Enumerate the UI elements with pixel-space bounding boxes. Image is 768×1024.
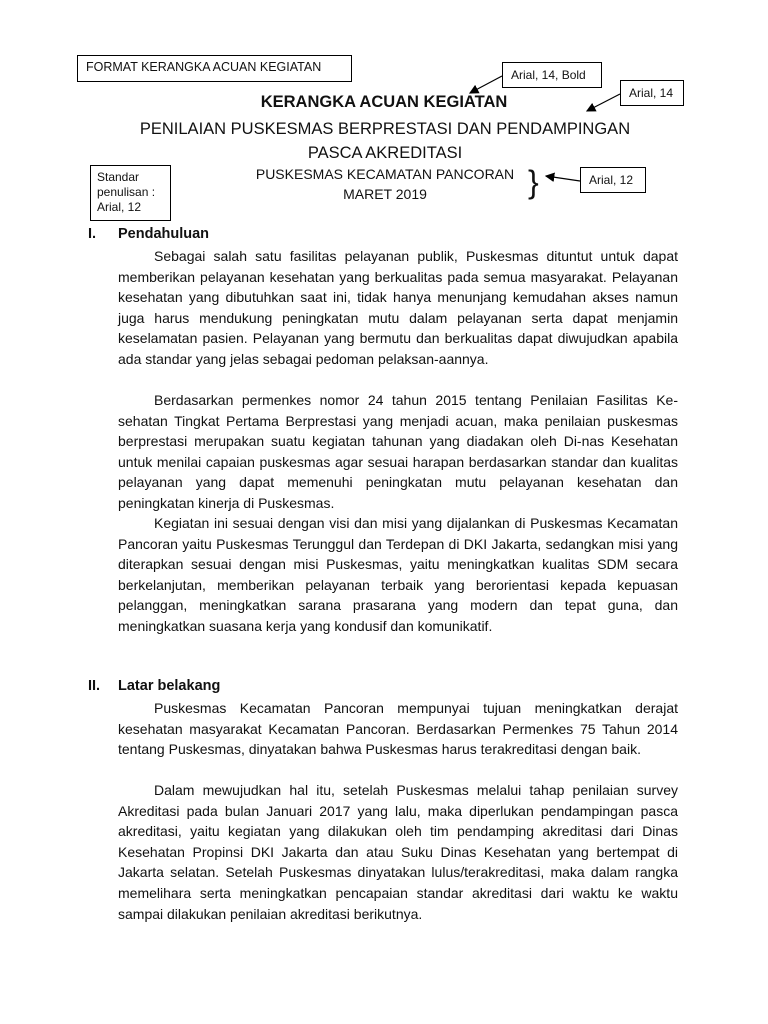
brace-icon: } <box>528 164 539 200</box>
paragraph: Kegiatan ini sesuai dengan visi dan misi yang dijalankan di Puskesmas Kecamatan Pancoran yaitu Puskesmas Terunggul dan Terdepan di DKI Jakarta, sedangkan misi yang diterapkan sesuai dengan misi Puskesmas, yaitu meningkatkan kualitas SDM secara berkelanjutan, memberikan pelayanan terbaik yang berorientasi kepada kepuasan pelanggan, meningkatkan sarana prasarana yang modern dan tepat guna, dan meningkatkan suasana kerja yang kondusif dan komunikatif. <box>118 515 678 634</box>
paragraph: Puskesmas Kecamatan Pancoran mempunyai tujuan meningkatkan derajat kesehatan masyarakat Kecamatan Pancoran. Berdasarkan Permenkes 75 Tahun 2014 tentang Puskesmas, dinyatakan bahwa Puskesmas harus terakreditasi dengan baik. <box>118 700 678 758</box>
format-label: FORMAT KERANGKA ACUAN KEGIATAN <box>86 60 322 74</box>
arrow-to-main-title <box>470 76 502 93</box>
place-name: PUSKESMAS KECAMATAN PANCORAN <box>255 166 515 182</box>
main-title: KERANGKA ACUAN KEGIATAN <box>260 93 508 111</box>
section-title: Pendahuluan <box>118 226 210 242</box>
place-date: MARET 2019 <box>343 186 427 202</box>
paragraph: Berdasarkan permenkes nomor 24 tahun 2015 tentang Penilaian Fasilitas Ke-sehatan Tingkat Pertama Berprestasi yang menjadi acuan, maka penilaian puskesmas berprestasi merupakan suatu kegiatan tahunan yang diadakan oleh Di-nas Kesehatan untuk menilai capaian puskesmas agar sesuai harapan berdasarkan standar dan kualitas pelayanan yang dapat memenuhi peningkatan mutu pelayanan kesehatan dan peningkatan kinerja di Puskesmas. <box>118 392 678 511</box>
subtitle: PENILAIAN PUSKESMAS BERPRESTASI DAN PENDAMPINGAN PASCA AKREDITASI <box>139 120 631 162</box>
section-heading-2 <box>88 678 220 694</box>
section-heading-1 <box>88 226 209 242</box>
section-number: I. <box>88 226 97 242</box>
paragraph: Sebagai salah satu fasilitas pelayanan publik, Puskesmas dituntut untuk dapat memberikan pelayanan kesehatan yang berkualitas pada semua masyarakat. Pelayanan kesehatan yang dibutuhkan saat ini, tidak hanya menunjang kemudahan akses namun juga harus mendukung peningkatan mutu dalam pelayanan serta dapat menjamin keselamatan pasien. Pelayanan yang bermutu dan berkualitas dapat diwujudkan apabila ada standar yang jelas sebagai pedoman pelaksan-aannya. <box>118 248 678 367</box>
section-title: Latar belakang <box>118 678 221 694</box>
font-note-bold-text: Arial, 14, Bold <box>511 68 586 82</box>
section-number: II. <box>88 678 101 694</box>
font-note-12-text: Arial, 12 <box>589 173 634 187</box>
font-note-14-text: Arial, 14 <box>629 86 674 100</box>
paragraph: Dalam mewujudkan hal itu, setelah Puskesmas melalui tahap penilaian survey Akreditasi pada bulan Januari 2017 yang lalu, maka diperlukan pendampingan pasca akreditasi, yaitu kegiatan yang dilakukan oleh tim pendamping akreditasi dari Dinas Kesehatan Propinsi DKI Jakarta dan atau Suku Dinas Kesehatan yang bertempat di Jakarta selatan. Setelah Puskesmas dinyatakan lulus/terakreditasi, maka dalam rangka memelihara serta meningkatkan pencapaian standar akreditasi dari waktu ke waktu sampai dilakukan penilaian akreditasi berikutnya. <box>118 782 678 922</box>
standard-note-text: Standar penulisan : Arial, 12 <box>97 170 156 214</box>
place-block <box>215 164 555 204</box>
